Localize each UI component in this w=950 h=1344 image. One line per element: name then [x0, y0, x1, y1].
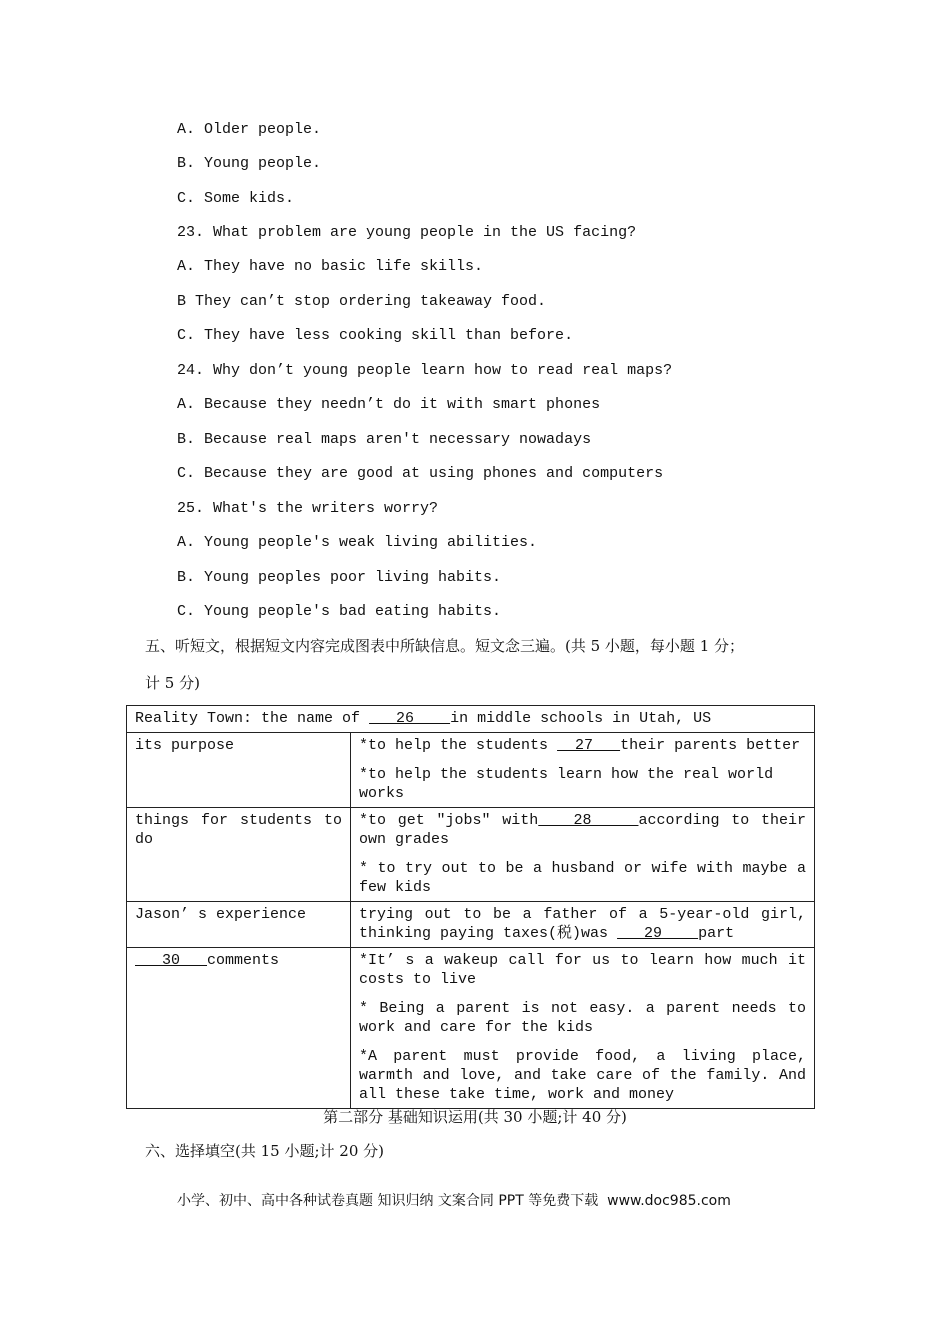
option-25-c: C. Young people's bad eating habits.: [177, 603, 502, 620]
jason-before: trying out to be a father of a 5-year-old girl, thinking paying taxes(税)was: [359, 906, 806, 942]
comments-label: comments: [207, 952, 280, 969]
things-line2: * to try out to be a husband or wife with maybe a few kids: [359, 860, 806, 896]
table-row: [127, 948, 815, 1109]
part-2-heading: 第二部分 基础知识运用(共 30 小题;计 40 分): [323, 1108, 627, 1126]
option-24-b: B. Because real maps aren't necessary nowadays: [177, 431, 592, 448]
blank-27: 27: [557, 737, 621, 754]
page-footer: 小学、初中、高中各种试卷真题 知识归纳 文案合同 PPT 等免费下载 www.doc985.com: [177, 1193, 731, 1209]
comments-line3: *A parent must provide food, a living place, warmth and love, and take care of the family. And all these take time, work and money: [359, 1048, 806, 1103]
option-25-b: B. Young peoples poor living habits.: [177, 569, 502, 586]
purpose-line1-after: their parents better: [620, 737, 801, 754]
option-23-c: C. They have less cooking skill than before.: [177, 327, 574, 344]
option-23-b: B They can’t stop ordering takeaway food.: [177, 293, 547, 310]
row-label-purpose: its purpose: [127, 733, 351, 808]
section-5-heading-line1: 五、听短文，根据短文内容完成图表中所缺信息。短文念三遍。(共 5 小题，每小题 1 分；: [145, 637, 745, 655]
table-row: [127, 733, 815, 808]
things-line1-after: according to their own grades: [359, 812, 806, 848]
blank-28: 28: [538, 812, 639, 829]
row-content-comments: [351, 948, 815, 1109]
table-row: [127, 808, 815, 902]
option-22-b: B. Young people.: [177, 155, 322, 172]
option-22-a: A. Older people.: [177, 121, 322, 138]
table-row-title: [127, 706, 815, 733]
row1-after: in middle schools in Utah, US: [450, 710, 712, 727]
jason-after: part: [698, 925, 735, 942]
things-line1: [359, 811, 806, 849]
option-23-a: A. They have no basic life skills.: [177, 258, 484, 275]
question-24-text: 24. Why don’t young people learn how to read real maps?: [177, 362, 673, 379]
info-table: [126, 705, 815, 1109]
row-content-things: [351, 808, 815, 902]
purpose-line1: [359, 736, 806, 755]
question-23-text: 23. What problem are young people in the US facing?: [177, 224, 637, 241]
section-5-heading-line2: 计 5 分): [145, 674, 200, 692]
option-25-a: A. Young people's weak living abilities.: [177, 534, 538, 551]
purpose-line2: *to help the students learn how the real world works: [359, 766, 774, 802]
question-25-text: 25. What's the writers worry?: [177, 500, 439, 517]
things-line1-before: *to get ″jobs″ with: [359, 812, 539, 829]
comments-line2: * Being a parent is not easy. a parent needs to work and care for the kids: [359, 1000, 806, 1036]
comments-line1: *It’ s a wakeup call for us to learn how much it costs to live: [359, 952, 806, 988]
blank-30: 30: [135, 952, 208, 969]
table-row: [127, 902, 815, 948]
row-content-purpose: [351, 733, 815, 808]
purpose-line1-before: *to help the students: [359, 737, 558, 754]
option-22-c: C. Some kids.: [177, 190, 295, 207]
row1-before: Reality Town: the name of: [135, 710, 370, 727]
row-label-jason: Jason’ s experience: [127, 902, 351, 948]
section-6-heading: 六、选择填空(共 15 小题;计 20 分): [145, 1142, 385, 1160]
row-label-things: things for students to do: [127, 808, 351, 902]
row-content-jason: [351, 902, 815, 948]
option-24-a: A. Because they needn’t do it with smart phones: [177, 396, 601, 413]
blank-26: 26: [369, 710, 451, 727]
option-24-c: C. Because they are good at using phones and computers: [177, 465, 664, 482]
table-row: [127, 706, 815, 733]
blank-29: 29: [617, 925, 699, 942]
row-label-comments: [127, 948, 351, 1109]
